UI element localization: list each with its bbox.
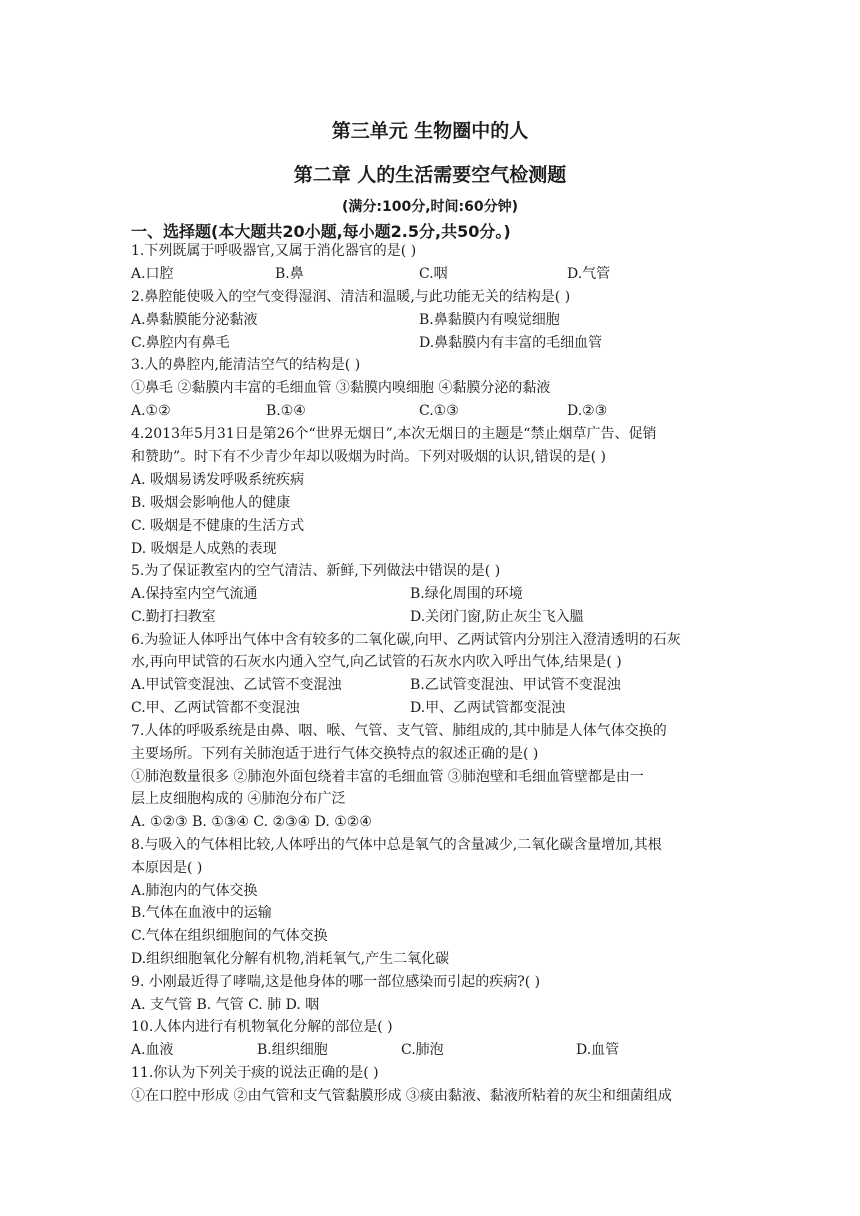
question-6-option-d: D.甲、乙两试管都变混浊 (410, 700, 566, 716)
question-3-option-a: A.①② (131, 403, 171, 419)
question-6-option-a: A.甲试管变混浊、乙试管不变混浊 (131, 677, 342, 693)
question-5-option-d: D.关闭门窗,防止灰尘飞入膃 (410, 609, 584, 625)
question-4-stem-line2: 和赞助”。时下有不少青少年却以吸烟为时尚。下列对吸烟的认识,错误的是( ) (131, 449, 606, 465)
question-1-option-a: A.口腔 (131, 266, 174, 282)
question-5-option-b: B.绿化周围的环境 (410, 586, 523, 602)
question-8-option-b: B.气体在血液中的运输 (131, 905, 272, 921)
question-10-option-d: D.血管 (576, 1042, 620, 1058)
question-10-stem: 10.人体内进行有机物氧化分解的部位是( ) (131, 1019, 393, 1035)
question-1-option-d: D.气管 (567, 266, 611, 282)
question-7-items-line1: ①肺泡数量很多 ②肺泡外面包绕着丰富的毛细血管 ③肺泡壁和毛细血管壁都是由一 (131, 769, 644, 785)
question-4-option-d: D. 吸烟是人成熟的表现 (131, 541, 277, 557)
question-6-option-c: C.甲、乙两试管都不变混浊 (131, 700, 300, 716)
question-1-option-b: B.鼻 (275, 266, 304, 282)
question-11-stem: 11.你认为下列关于痰的说法正确的是( ) (131, 1065, 379, 1081)
question-2-option-b: B.鼻黏膜内有嗅觉细胞 (419, 312, 560, 328)
question-8-option-a: A.肺泡内的气体交换 (131, 883, 258, 899)
question-3-stem: 3.人的鼻腔内,能清洁空气的结构是( ) (131, 357, 361, 373)
score-info: (满分:100分,时间:60分钟) (341, 199, 519, 215)
section-heading: 一、选择题(本大题共20小题,每小题2.5分,共50分。) (131, 222, 511, 241)
question-10-option-c: C.肺泡 (401, 1042, 444, 1058)
question-1-stem: 1.下列既属于呼吸器官,又属于消化器官的是( ) (131, 243, 417, 259)
question-4-option-c: C. 吸烟是不健康的生活方式 (131, 518, 305, 534)
question-6-stem-line1: 6.为验证人体呼出气体中含有较多的二氧化碳,向甲、乙两试管内分别注入澄清透明的石灰 (131, 632, 681, 648)
question-9-stem: 9. 小刚最近得了哮喘,这是他身体的哪一部位感染而引起的疾病?( ) (131, 974, 541, 990)
question-8-stem-line1: 8.与吸入的气体相比较,人体呼出的气体中总是氧气的含量减少,二氧化碳含量增加,其根 (131, 837, 662, 853)
question-4-stem-line1: 4.2013年5月31日是第26个“世界无烟日”,本次无烟日的主题是“禁止烟草广告、促销 (131, 426, 657, 442)
question-8-option-c: C.气体在组织细胞间的气体交换 (131, 928, 328, 944)
question-3-option-c: C.①③ (419, 403, 459, 419)
question-7-stem-line1: 7.人体的呼吸系统是由鼻、咽、喉、气管、支气管、肺组成的,其中肺是人体气体交换的 (131, 723, 667, 739)
question-7-stem-line2: 主要场所。下列有关肺泡适于进行气体交换特点的叙述正确的是( ) (131, 746, 539, 762)
question-6-stem-line2: 水,再向甲试管的石灰水内通入空气,向乙试管的石灰水内吹入呼出气体,结果是( ) (131, 654, 622, 670)
question-3-option-b: B.①④ (266, 403, 306, 419)
question-2-option-a: A.鼻黏膜能分泌黏液 (131, 312, 258, 328)
question-3-option-d: D.②③ (567, 403, 608, 419)
question-8-option-d: D.组织细胞氧化分解有机物,消耗氧气,产生二氧化碳 (131, 951, 450, 967)
unit-title: 第三单元 生物圈中的人 (331, 120, 529, 142)
question-5-stem: 5.为了保证教室内的空气清洁、新鲜,下列做法中错误的是( ) (131, 563, 501, 579)
question-1-option-c: C.咽 (419, 266, 448, 282)
question-2-stem: 2.鼻腔能使吸入的空气变得湿润、清洁和温暖,与此功能无关的结构是( ) (131, 289, 571, 305)
question-5-option-c: C.勤打扫教室 (131, 609, 216, 625)
question-7-items-line2: 层上皮细胞构成的 ④肺泡分布广泛 (131, 791, 346, 807)
question-2-option-d: D.鼻黏膜内有丰富的毛细血管 (419, 335, 603, 351)
question-7-options: A. ①②③ B. ①③④ C. ②③④ D. ①②④ (131, 814, 372, 830)
question-8-stem-line2: 本原因是( ) (131, 860, 203, 876)
question-6-option-b: B.乙试管变混浊、甲试管不变混浊 (410, 677, 621, 693)
question-11-items: ①在口腔中形成 ②由气管和支气管黏膜形成 ③痰由黏液、黏液所粘着的灰尘和细菌组成 (131, 1088, 672, 1104)
question-2-option-c: C.鼻腔内有鼻毛 (131, 335, 230, 351)
question-9-options: A. 支气管 B. 气管 C. 肺 D. 咽 (131, 997, 320, 1013)
question-10-option-b: B.组织细胞 (257, 1042, 328, 1058)
question-3-items: ①鼻毛 ②黏膜内丰富的毛细血管 ③黏膜内嗅细胞 ④黏膜分泌的黏液 (131, 380, 551, 396)
chapter-title: 第二章 人的生活需要空气检测题 (293, 164, 567, 186)
question-4-option-a: A. 吸烟易诱发呼吸系统疾病 (131, 472, 305, 488)
question-4-option-b: B. 吸烟会影响他人的健康 (131, 495, 291, 511)
question-10-option-a: A.血液 (131, 1042, 174, 1058)
question-5-option-a: A.保持室内空气流通 (131, 586, 258, 602)
